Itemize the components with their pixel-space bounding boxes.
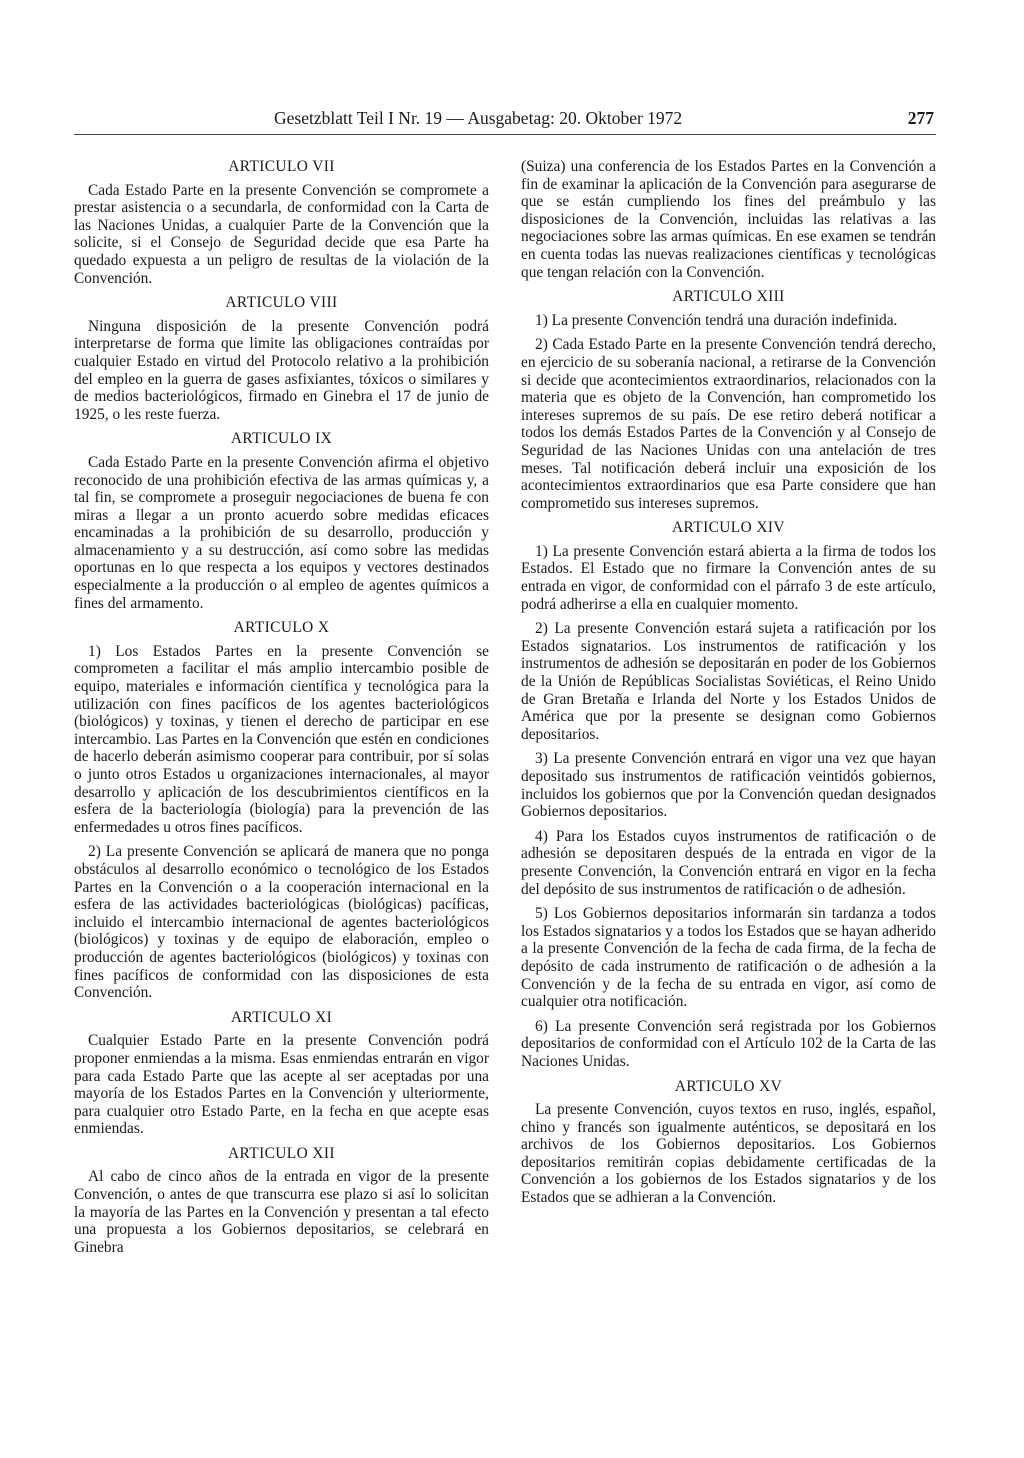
left-column [74, 158, 489, 1263]
gazette-title: Gesetzblatt Teil I Nr. 19 — Ausgabetag: 20. Oktober 1972 [274, 108, 683, 128]
article-paragraph: Ninguna disposición de la presente Convención podrá interpretarse de forma que limite las obligaciones contraídas por cualquier Estado en virtud del Protocolo relativo a la prohibición del empleo en la guerra de gases asfixiantes, tóxicos o similares y de medios bacteriológicos, firmado en Ginebra el 17 de junio de 1925, o les reste fuerza. [74, 317, 489, 423]
article-paragraph: 2) La presente Convención se aplicará de manera que no ponga obstáculos al desarrollo económico o tecnológico de los Estados Partes en la Convención o a la cooperación internacional en la esfera de las actividades bacteriológicas (biológicas) pacíficas, incluido el intercambio internacional de agentes bacteriológicos (biológicos) y toxinas y de equipo de elaboración, empleo o producción de agentes bacteriológicos (biológicos) y toxinas con fines pacíficos de conformidad con las disposiciones de esta Convención. [74, 843, 489, 1002]
article-paragraph: (Suiza) una conferencia de los Estados Partes en la Convención a fin de examinar la aplicación de la Convención para asegurarse de que se están cumpliendo los fines del preámbulo y las disposiciones de la Convención, incluidas las relativas a las negociaciones sobre las armas químicas. En ese examen se tendrán en cuenta todas las nuevas realizaciones científicas y tecnológicas que tengan relación con la Convención. [521, 158, 936, 281]
article-heading: ARTICULO XIV [672, 519, 785, 537]
article-paragraph: 1) La presente Convención tendrá una duración indefinida. [535, 311, 898, 329]
article-paragraph: 1) La presente Convención estará abierta a la firma de todos los Estados. El Estado que no firmare la Convención antes de su entrada en vigor, de conformidad con el párrafo 3 de este artículo, podrá adherirse a ella en cualquier momento. [521, 542, 936, 613]
article-paragraph: 2) Cada Estado Parte en la presente Convención tendrá derecho, en ejercicio de su soberanía nacional, a retirarse de la Convención si decide que acontecimientos extraordinarios, relacionados con la materia que es objeto de la Convención, han comprometido los intereses supremos de su país. De ese retiro deberá notificar a todos los demás Estados Partes de la Convención y al Consejo de Seguridad de las Naciones Unidas con una antelación de tres meses. Tal notificación deberá incluir una exposición de los acontecimientos extraordinarios que esa Parte considere que han comprometido sus intereses supremos. [521, 336, 936, 512]
article-paragraph: La presente Convención, cuyos textos en ruso, inglés, español, chino y francés son igualmente auténticos, se depositará en los archivos de los Gobiernos depositarios. Los Gobiernos depositarios remitirán copias debidamente certificadas de la Convención a los gobiernos de los Estados signatarios y de los Estados que se adhieran a la Convención. [521, 1101, 936, 1207]
article-heading: ARTICULO XV [674, 1077, 783, 1095]
article-paragraph: 6) La presente Convención será registrada por los Gobiernos depositarios de conformidad con el Artículo 102 de la Carta de las Naciones Unidas. [521, 1017, 936, 1070]
page-header [274, 104, 934, 132]
article-paragraph: Cada Estado Parte en la presente Convención se compromete a prestar asistencia o a secundarla, de conformidad con la Carta de las Naciones Unidas, a cualquier Parte de la Convención que la solicite, si el Consejo de Seguridad decide que esa Parte ha quedado expuesta a un peligro de resultas de la violación de la Convención. [74, 181, 489, 287]
article-paragraph: 5) Los Gobiernos depositarios informarán sin tardanza a todos los Estados signatarios y a todos los Estados que se hayan adherido a la presente Convención de la fecha de cada firma, de la fecha de depósito de cada instrumento de ratificación o de adhesión a la Convención y de la fecha de su entrada en vigor, así como de cualquier otra notificación. [521, 905, 936, 1011]
article-heading: ARTICULO VIII [225, 294, 338, 312]
right-column [521, 158, 936, 1214]
article-paragraph: 3) La presente Convención entrará en vigor una vez que hayan depositado sus instrumentos de ratificación veintidós gobiernos, incluidos los gobiernos que por la Convención quedan designados Gobiernos depositarios. [521, 750, 936, 821]
page-number: 277 [907, 108, 934, 128]
article-heading: ARTICULO X [233, 619, 330, 637]
article-paragraph: 2) La presente Convención estará sujeta a ratificación por los Estados signatarios. Los instrumentos de ratificación y los instrumentos de adhesión se depositarán en poder de los Gobiernos de la Unión de Repúblicas Socialistas Soviéticas, el Reino Unido de Gran Bretaña e Irlanda del Norte y los Estados Unidos de América que por la presente se designan como Gobiernos depositarios. [521, 620, 936, 743]
article-heading: ARTICULO IX [230, 430, 333, 448]
header-divider [74, 134, 936, 135]
article-paragraph: 4) Para los Estados cuyos instrumentos de ratificación o de adhesión se depositaren después de la entrada en vigor de la presente Convención, la Convención entrará en vigor en la fecha del depósito de sus instrumentos de ratificación o de adhesión. [521, 827, 936, 898]
article-heading: ARTICULO XIII [672, 288, 785, 306]
article-paragraph: 1) Los Estados Partes en la presente Convención se comprometen a facilitar el más amplio intercambio posible de equipo, materiales e información científica y tecnológica para la utilización con fines pacíficos de los agentes bacteriológicos (biológicos) y toxinas, y tienen el derecho de participar en ese intercambio. Las Partes en la Convención que estén en condiciones de hacerlo deberán asimismo cooperar para contribuir, por sí solas o junto otros Estados u organizaciones internacionales, al mayor desarrollo y aplicación de los descubrimientos científicos en la esfera de la bacteriología (biología) para la prevención de las enfermedades u otros fines pacíficos. [74, 642, 489, 836]
article-heading: ARTICULO XII [228, 1144, 335, 1162]
article-paragraph: Cualquier Estado Parte en la presente Convención podrá proponer enmiendas a la misma. Esas enmiendas entrarán en vigor para cada Estado Parte que las acepte al ser aceptadas por una mayoría de los Estados Partes en la Convención y ulteriormente, para cualquier otro Estado Parte, en la fecha en que acepte esas enmiendas. [74, 1032, 489, 1138]
article-heading: ARTICULO VII [228, 158, 335, 175]
article-paragraph: Cada Estado Parte en la presente Convención afirma el objetivo reconocido de una prohibición efectiva de las armas químicas y, a tal fin, se compromete a proseguir negociaciones de buena fe con miras a llegar a un pronto acuerdo sobre medidas eficaces encaminadas a la prohibición de su desarrollo, producción y almacenamiento y a su destrucción, así como sobre las medidas oportunas en lo que respecta a los equipos y vectores destinados especialmente a la producción o al empleo de agentes químicos a fines del armamento. [74, 453, 489, 612]
article-heading: ARTICULO XI [230, 1008, 333, 1026]
article-paragraph: Al cabo de cinco años de la entrada en vigor de la presente Convención, o antes de que transcurra ese plazo si así lo solicitan la mayoría de las Partes en la Convención y presentan a tal efecto una propuesta a los Gobiernos depositarios, se celebrará en Ginebra [74, 1168, 489, 1256]
